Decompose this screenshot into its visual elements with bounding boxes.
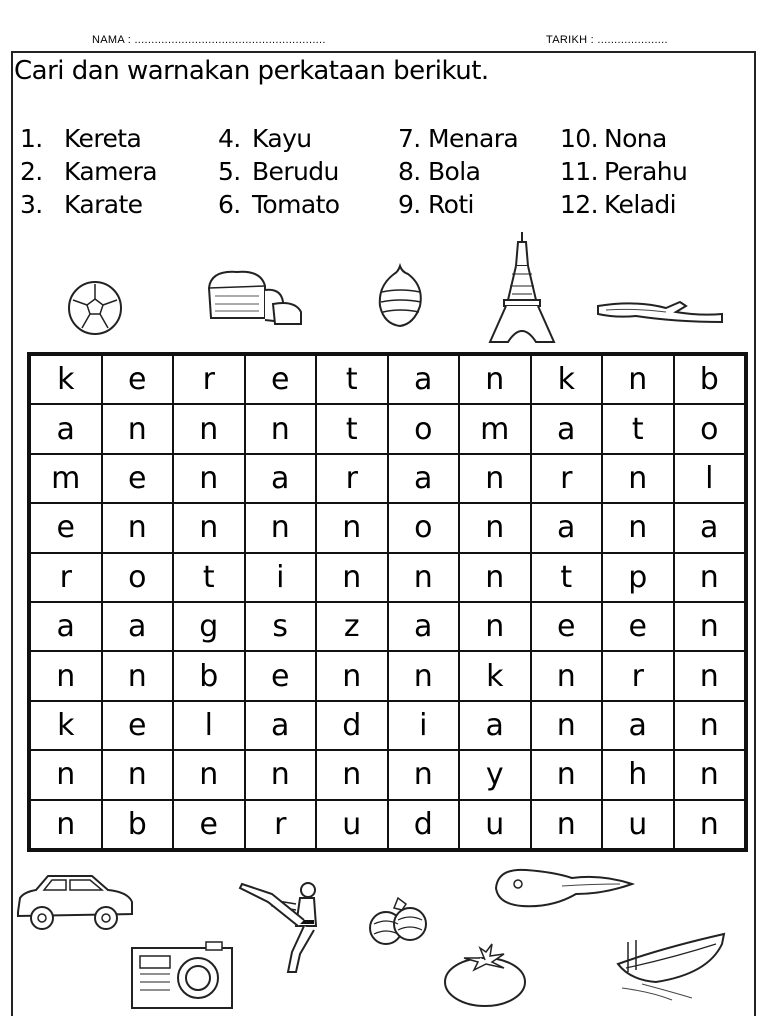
grid-cell[interactable]: k [30, 701, 102, 750]
grid-cell[interactable]: n [245, 404, 317, 453]
word-text: Kamera [64, 157, 158, 186]
word-number: 6. [218, 190, 241, 219]
grid-cell[interactable]: n [30, 800, 102, 849]
grid-cell[interactable]: n [674, 701, 746, 750]
word-text: Kereta [64, 124, 142, 153]
word-item [398, 122, 518, 155]
grid-cell[interactable]: n [602, 454, 674, 503]
grid-cell[interactable]: a [245, 701, 317, 750]
grid-cell[interactable]: a [388, 454, 460, 503]
word-text: Keladi [604, 190, 677, 219]
grid-cell[interactable]: r [602, 651, 674, 700]
grid-cell[interactable]: r [531, 454, 603, 503]
grid-cell[interactable]: e [531, 602, 603, 651]
word-number: 7. [398, 124, 421, 153]
grid-cell[interactable]: d [388, 800, 460, 849]
grid-cell[interactable]: n [102, 404, 174, 453]
grid-cell[interactable]: n [245, 750, 317, 799]
soccer-ball-icon [62, 280, 128, 336]
date-field: TARIKH : ..................... [546, 34, 668, 46]
word-item [218, 188, 340, 221]
grid-cell[interactable]: a [388, 602, 460, 651]
grid-cell[interactable]: r [316, 454, 388, 503]
grid-cell[interactable]: k [531, 355, 603, 404]
grid-cell[interactable]: a [30, 602, 102, 651]
grid-cell[interactable]: n [674, 602, 746, 651]
grid-cell[interactable]: e [245, 355, 317, 404]
grid-cell[interactable]: a [674, 503, 746, 552]
word-number: 1. [20, 124, 43, 153]
grid-cell[interactable]: n [388, 553, 460, 602]
grid-cell[interactable]: n [459, 503, 531, 552]
grid-cell[interactable]: e [102, 355, 174, 404]
word-list-column-2 [218, 122, 340, 221]
grid-cell[interactable]: n [531, 750, 603, 799]
grid-cell[interactable]: u [602, 800, 674, 849]
grid-cell[interactable]: t [316, 404, 388, 453]
grid-cell[interactable]: e [602, 602, 674, 651]
grid-cell[interactable]: a [388, 355, 460, 404]
word-number: 3. [20, 190, 43, 219]
custard-apple-icon [364, 894, 436, 952]
grid-cell[interactable]: a [30, 404, 102, 453]
grid-cell[interactable]: t [531, 553, 603, 602]
word-number: 9. [398, 190, 421, 219]
tadpole-icon [492, 864, 636, 914]
grid-cell[interactable]: n [388, 750, 460, 799]
grid-cell[interactable]: s [245, 602, 317, 651]
word-item [20, 188, 157, 221]
word-text: Menara [428, 124, 519, 153]
word-list-column-4 [560, 122, 687, 221]
grid-cell[interactable]: t [316, 355, 388, 404]
grid-cell[interactable]: n [459, 454, 531, 503]
grid-cell[interactable]: n [102, 503, 174, 552]
word-text: Karate [64, 190, 143, 219]
grid-cell[interactable]: m [30, 454, 102, 503]
grid-cell[interactable]: k [459, 651, 531, 700]
grid-cell[interactable]: k [30, 355, 102, 404]
grid-cell[interactable]: e [102, 701, 174, 750]
word-item [560, 188, 687, 221]
grid-cell[interactable]: n [316, 503, 388, 552]
grid-cell[interactable]: u [316, 800, 388, 849]
word-text: Kayu [252, 124, 312, 153]
grid-cell[interactable]: n [316, 750, 388, 799]
name-field: NAMA : ......................................................... [92, 34, 326, 46]
grid-cell[interactable]: n [674, 750, 746, 799]
instruction-title: Cari dan warnakan perkataan berikut. [14, 56, 489, 86]
grid-cell[interactable]: l [674, 454, 746, 503]
grid-cell[interactable]: o [388, 404, 460, 453]
grid-cell[interactable]: n [316, 651, 388, 700]
tomato-icon [440, 940, 530, 1008]
word-text: Perahu [604, 157, 688, 186]
grid-cell[interactable]: a [102, 602, 174, 651]
word-number: 5. [218, 157, 241, 186]
grid-cell[interactable]: n [531, 800, 603, 849]
grid-cell[interactable]: r [173, 355, 245, 404]
car-icon [14, 872, 136, 934]
grid-cell[interactable]: a [459, 701, 531, 750]
word-item [398, 188, 518, 221]
word-item [398, 155, 518, 188]
grid-cell[interactable]: n [173, 454, 245, 503]
grid-cell[interactable]: r [30, 553, 102, 602]
grid-cell[interactable]: m [459, 404, 531, 453]
grid-cell[interactable]: n [674, 651, 746, 700]
grid-cell[interactable]: n [531, 651, 603, 700]
word-text: Roti [428, 190, 474, 219]
word-number: 4. [218, 124, 241, 153]
grid-cell[interactable]: n [602, 355, 674, 404]
wood-stick-icon [596, 296, 726, 326]
grid-cell[interactable]: b [173, 651, 245, 700]
grid-cell[interactable]: a [531, 503, 603, 552]
grid-cell[interactable]: n [173, 404, 245, 453]
grid-cell[interactable]: d [316, 701, 388, 750]
word-item [560, 155, 687, 188]
word-item [218, 122, 340, 155]
grid-cell[interactable]: n [459, 553, 531, 602]
grid-cell[interactable]: n [316, 553, 388, 602]
grid-cell[interactable]: y [459, 750, 531, 799]
word-number: 8. [398, 157, 421, 186]
grid-cell[interactable]: n [30, 750, 102, 799]
word-number: 10. [560, 124, 598, 153]
grid-cell[interactable]: e [102, 454, 174, 503]
word-number: 2. [20, 157, 43, 186]
grid-cell[interactable]: o [388, 503, 460, 552]
grid-cell[interactable]: n [459, 602, 531, 651]
grid-cell[interactable]: b [102, 800, 174, 849]
grid-cell[interactable]: n [173, 750, 245, 799]
grid-cell[interactable]: n [602, 503, 674, 552]
grid-cell[interactable]: n [674, 553, 746, 602]
grid-cell[interactable]: n [388, 651, 460, 700]
word-list-column-1 [20, 122, 157, 221]
grid-cell[interactable]: z [316, 602, 388, 651]
grid-cell[interactable]: l [173, 701, 245, 750]
eiffel-tower-icon [486, 230, 558, 346]
grid-cell[interactable]: n [102, 750, 174, 799]
word-text: Nona [604, 124, 667, 153]
grid-cell[interactable]: n [674, 800, 746, 849]
grid-cell[interactable]: i [388, 701, 460, 750]
word-item [20, 122, 157, 155]
word-search-grid [27, 352, 748, 852]
word-text: Berudu [252, 157, 339, 186]
grid-cell[interactable]: a [602, 701, 674, 750]
grid-cell[interactable]: o [102, 553, 174, 602]
boat-icon [612, 928, 728, 1004]
grid-cell[interactable]: n [102, 651, 174, 700]
grid-cell[interactable]: o [674, 404, 746, 453]
grid-cell[interactable]: e [30, 503, 102, 552]
bread-icon [203, 266, 305, 326]
grid-cell[interactable]: n [30, 651, 102, 700]
grid-cell[interactable]: e [173, 800, 245, 849]
word-list-column-3 [398, 122, 518, 221]
grid-cell[interactable]: e [245, 651, 317, 700]
grid-cell[interactable]: i [245, 553, 317, 602]
grid-cell[interactable]: r [245, 800, 317, 849]
grid-cell[interactable]: a [531, 404, 603, 453]
grid-cell[interactable]: h [602, 750, 674, 799]
word-number: 12. [560, 190, 598, 219]
grid-cell[interactable]: n [531, 701, 603, 750]
grid-cell[interactable]: t [173, 553, 245, 602]
word-text: Bola [428, 157, 481, 186]
grid-cell[interactable]: a [245, 454, 317, 503]
grid-cell[interactable]: n [173, 503, 245, 552]
karate-icon [238, 880, 324, 976]
grid-cell[interactable]: n [245, 503, 317, 552]
word-item [560, 122, 687, 155]
grid-cell[interactable]: u [459, 800, 531, 849]
grid-cell[interactable]: b [674, 355, 746, 404]
word-number: 11. [560, 157, 598, 186]
grid-cell[interactable]: t [602, 404, 674, 453]
word-item [218, 155, 340, 188]
grid-cell[interactable]: p [602, 553, 674, 602]
word-item [20, 155, 157, 188]
taro-icon [374, 262, 426, 330]
grid-cell[interactable]: n [459, 355, 531, 404]
word-text: Tomato [252, 190, 340, 219]
grid-cell[interactable]: g [173, 602, 245, 651]
camera-icon [130, 940, 234, 1010]
